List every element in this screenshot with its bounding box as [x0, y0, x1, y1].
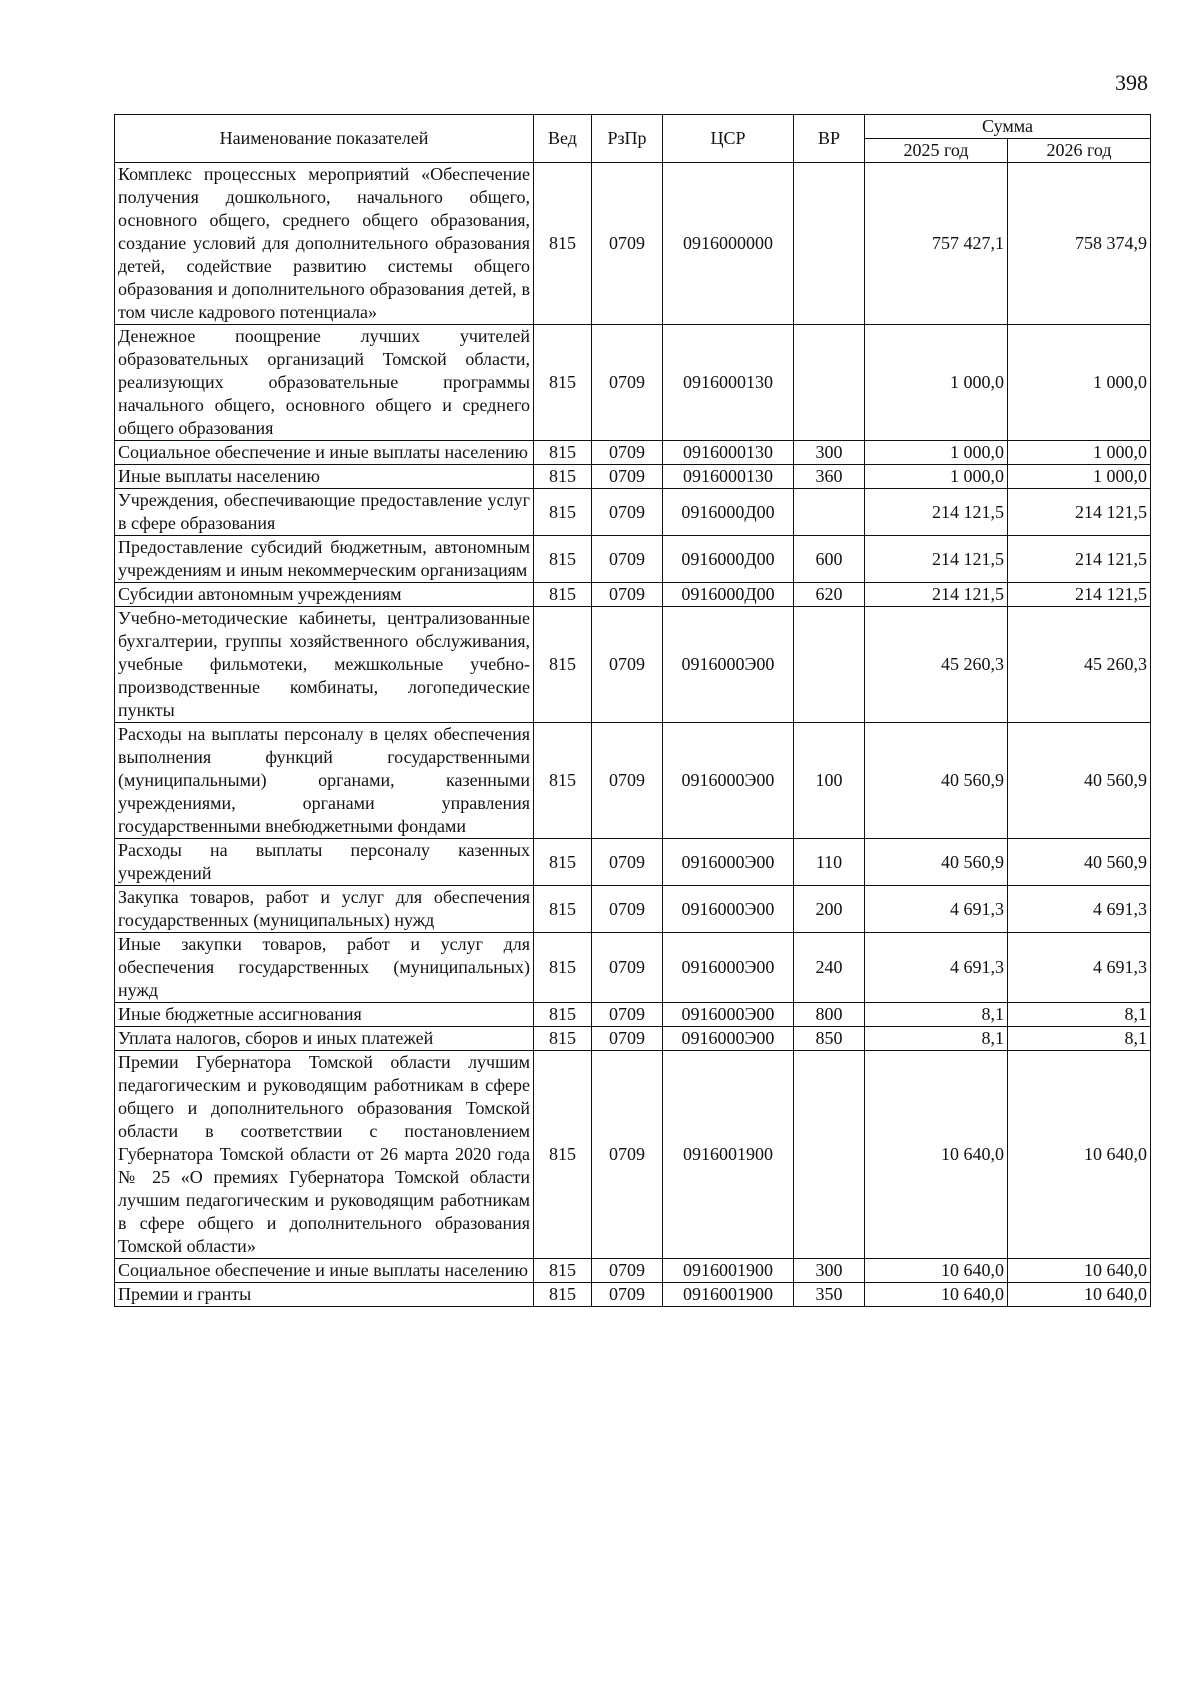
- row-sum-2026: 10 640,0: [1008, 1283, 1151, 1307]
- row-rzpr: 0709: [592, 886, 663, 933]
- row-rzpr: 0709: [592, 723, 663, 839]
- row-csr: 0916001900: [663, 1283, 794, 1307]
- row-sum-2025: 214 121,5: [865, 536, 1008, 583]
- row-sum-2026: 1 000,0: [1008, 441, 1151, 465]
- row-rzpr: 0709: [592, 536, 663, 583]
- budget-table: [114, 114, 1151, 1307]
- row-vr: 800: [794, 1003, 865, 1027]
- row-vr: 620: [794, 583, 865, 607]
- header-csr: ЦСР: [663, 115, 794, 163]
- row-vr: 240: [794, 933, 865, 1003]
- row-name: Закупка товаров, работ и услуг для обеспечения государственных (муниципальных) нужд: [115, 886, 534, 933]
- row-rzpr: 0709: [592, 465, 663, 489]
- row-vr: 850: [794, 1027, 865, 1051]
- table-header: [115, 115, 1151, 163]
- row-csr: 0916000Э00: [663, 839, 794, 886]
- row-csr: 0916000Э00: [663, 933, 794, 1003]
- header-ved: Вед: [534, 115, 592, 163]
- row-sum-2025: 8,1: [865, 1027, 1008, 1051]
- row-sum-2025: 4 691,3: [865, 933, 1008, 1003]
- row-sum-2026: 40 560,9: [1008, 839, 1151, 886]
- row-sum-2025: 214 121,5: [865, 583, 1008, 607]
- row-ved: 815: [534, 1259, 592, 1283]
- row-name: Иные выплаты населению: [115, 465, 534, 489]
- table-row: [115, 163, 1151, 325]
- table-row: [115, 1027, 1151, 1051]
- row-sum-2025: 10 640,0: [865, 1051, 1008, 1259]
- row-name: Социальное обеспечение и иные выплаты населению: [115, 441, 534, 465]
- row-ved: 815: [534, 583, 592, 607]
- row-csr: 0916000130: [663, 465, 794, 489]
- row-rzpr: 0709: [592, 325, 663, 441]
- row-csr: 0916001900: [663, 1051, 794, 1259]
- row-name: Комплекс процессных мероприятий «Обеспечение получения дошкольного, начального общего, основного общего, среднего общего образования, создание условий для дополнительного образования детей, содействие развитию системы общего образования и дополнительного образования детей, в том числе кадрового потенциала»: [115, 163, 534, 325]
- row-sum-2026: 45 260,3: [1008, 607, 1151, 723]
- header-year-2025: 2025 год: [865, 139, 1008, 163]
- row-ved: 815: [534, 1283, 592, 1307]
- row-csr: 0916000Д00: [663, 536, 794, 583]
- header-rzpr: РзПр: [592, 115, 663, 163]
- row-csr: 0916000Э00: [663, 1027, 794, 1051]
- row-vr: [794, 607, 865, 723]
- row-ved: 815: [534, 933, 592, 1003]
- row-sum-2026: 40 560,9: [1008, 723, 1151, 839]
- row-name: Иные бюджетные ассигнования: [115, 1003, 534, 1027]
- row-csr: 0916000Э00: [663, 1003, 794, 1027]
- row-sum-2025: 10 640,0: [865, 1259, 1008, 1283]
- row-sum-2025: 4 691,3: [865, 886, 1008, 933]
- row-name: Предоставление субсидий бюджетным, автономным учреждениям и иным некоммерческим организациям: [115, 536, 534, 583]
- page-number: 398: [1115, 70, 1148, 95]
- row-sum-2026: 8,1: [1008, 1027, 1151, 1051]
- table-row: [115, 933, 1151, 1003]
- table-row: [115, 1283, 1151, 1307]
- row-vr: [794, 325, 865, 441]
- row-sum-2026: 8,1: [1008, 1003, 1151, 1027]
- row-sum-2026: 214 121,5: [1008, 583, 1151, 607]
- row-rzpr: 0709: [592, 441, 663, 465]
- row-ved: 815: [534, 489, 592, 536]
- row-vr: 110: [794, 839, 865, 886]
- row-name: Уплата налогов, сборов и иных платежей: [115, 1027, 534, 1051]
- header-vr: ВР: [794, 115, 865, 163]
- row-sum-2026: 214 121,5: [1008, 536, 1151, 583]
- row-sum-2025: 10 640,0: [865, 1283, 1008, 1307]
- row-csr: 0916000Д00: [663, 583, 794, 607]
- row-rzpr: 0709: [592, 583, 663, 607]
- row-name: Учебно-методические кабинеты, централизованные бухгалтерии, группы хозяйственного обслуживания, учебные фильмотеки, межшкольные учебно-производственные комбинаты, логопедические пункты: [115, 607, 534, 723]
- row-name: Премии Губернатора Томской области лучшим педагогическим и руководящим работникам в сфере общего и дополнительного образования Томской области в соответствии с постановлением Губернатора Томской области от 26 марта 2020 года № 25 «О премиях Губернатора Томской области лучшим педагогическим и руководящим работникам в сфере общего и дополнительного образования Томской области»: [115, 1051, 534, 1259]
- row-rzpr: 0709: [592, 1027, 663, 1051]
- row-vr: 600: [794, 536, 865, 583]
- row-vr: 350: [794, 1283, 865, 1307]
- row-name: Денежное поощрение лучших учителей образовательных организаций Томской области, реализующих образовательные программы начального общего, основного общего и среднего общего образования: [115, 325, 534, 441]
- row-csr: 0916000000: [663, 163, 794, 325]
- row-name: Социальное обеспечение и иные выплаты населению: [115, 1259, 534, 1283]
- row-rzpr: 0709: [592, 1003, 663, 1027]
- row-vr: [794, 1051, 865, 1259]
- row-rzpr: 0709: [592, 933, 663, 1003]
- table-row: [115, 583, 1151, 607]
- row-name: Расходы на выплаты персоналу казенных учреждений: [115, 839, 534, 886]
- row-vr: 360: [794, 465, 865, 489]
- row-sum-2026: 4 691,3: [1008, 933, 1151, 1003]
- row-csr: 0916000Д00: [663, 489, 794, 536]
- row-ved: 815: [534, 839, 592, 886]
- row-vr: 300: [794, 441, 865, 465]
- table-row: [115, 441, 1151, 465]
- table-row: [115, 325, 1151, 441]
- row-vr: [794, 163, 865, 325]
- row-sum-2026: 214 121,5: [1008, 489, 1151, 536]
- row-sum-2026: 758 374,9: [1008, 163, 1151, 325]
- row-name: Субсидии автономным учреждениям: [115, 583, 534, 607]
- header-sum: Сумма: [865, 115, 1151, 139]
- row-ved: 815: [534, 1003, 592, 1027]
- row-name: Учреждения, обеспечивающие предоставление услуг в сфере образования: [115, 489, 534, 536]
- row-ved: 815: [534, 723, 592, 839]
- row-vr: 100: [794, 723, 865, 839]
- row-ved: 815: [534, 607, 592, 723]
- row-ved: 815: [534, 163, 592, 325]
- row-sum-2026: 10 640,0: [1008, 1259, 1151, 1283]
- row-sum-2025: 1 000,0: [865, 325, 1008, 441]
- row-csr: 0916001900: [663, 1259, 794, 1283]
- row-name: Расходы на выплаты персоналу в целях обеспечения выполнения функций государственными (муниципальными) органами, казенными учреждениями, органами управления государственными внебюджетными фондами: [115, 723, 534, 839]
- table-body: [115, 163, 1151, 1307]
- table-row: [115, 607, 1151, 723]
- row-rzpr: 0709: [592, 1283, 663, 1307]
- row-sum-2025: 40 560,9: [865, 839, 1008, 886]
- header-name: Наименование показателей: [115, 115, 534, 163]
- row-sum-2025: 1 000,0: [865, 441, 1008, 465]
- table-row: [115, 886, 1151, 933]
- row-rzpr: 0709: [592, 607, 663, 723]
- row-sum-2025: 8,1: [865, 1003, 1008, 1027]
- row-sum-2026: 4 691,3: [1008, 886, 1151, 933]
- row-sum-2025: 45 260,3: [865, 607, 1008, 723]
- table-row: [115, 489, 1151, 536]
- row-ved: 815: [534, 441, 592, 465]
- row-vr: [794, 489, 865, 536]
- table-row: [115, 1003, 1151, 1027]
- table-row: [115, 1051, 1151, 1259]
- table-row: [115, 1259, 1151, 1283]
- row-sum-2026: 1 000,0: [1008, 465, 1151, 489]
- row-sum-2025: 757 427,1: [865, 163, 1008, 325]
- table-row: [115, 465, 1151, 489]
- row-sum-2025: 1 000,0: [865, 465, 1008, 489]
- row-rzpr: 0709: [592, 839, 663, 886]
- row-csr: 0916000Э00: [663, 886, 794, 933]
- table-row: [115, 536, 1151, 583]
- row-ved: 815: [534, 1051, 592, 1259]
- row-sum-2025: 40 560,9: [865, 723, 1008, 839]
- row-csr: 0916000Э00: [663, 723, 794, 839]
- row-rzpr: 0709: [592, 1051, 663, 1259]
- row-name: Иные закупки товаров, работ и услуг для обеспечения государственных (муниципальных) нужд: [115, 933, 534, 1003]
- table-row: [115, 839, 1151, 886]
- row-sum-2025: 214 121,5: [865, 489, 1008, 536]
- row-ved: 815: [534, 325, 592, 441]
- row-sum-2026: 10 640,0: [1008, 1051, 1151, 1259]
- row-sum-2026: 1 000,0: [1008, 325, 1151, 441]
- row-vr: 200: [794, 886, 865, 933]
- row-csr: 0916000130: [663, 325, 794, 441]
- row-csr: 0916000Э00: [663, 607, 794, 723]
- header-year-2026: 2026 год: [1008, 139, 1151, 163]
- row-ved: 815: [534, 886, 592, 933]
- row-rzpr: 0709: [592, 1259, 663, 1283]
- row-rzpr: 0709: [592, 489, 663, 536]
- row-rzpr: 0709: [592, 163, 663, 325]
- row-ved: 815: [534, 536, 592, 583]
- row-name: Премии и гранты: [115, 1283, 534, 1307]
- row-vr: 300: [794, 1259, 865, 1283]
- table-row: [115, 723, 1151, 839]
- row-ved: 815: [534, 465, 592, 489]
- row-ved: 815: [534, 1027, 592, 1051]
- row-csr: 0916000130: [663, 441, 794, 465]
